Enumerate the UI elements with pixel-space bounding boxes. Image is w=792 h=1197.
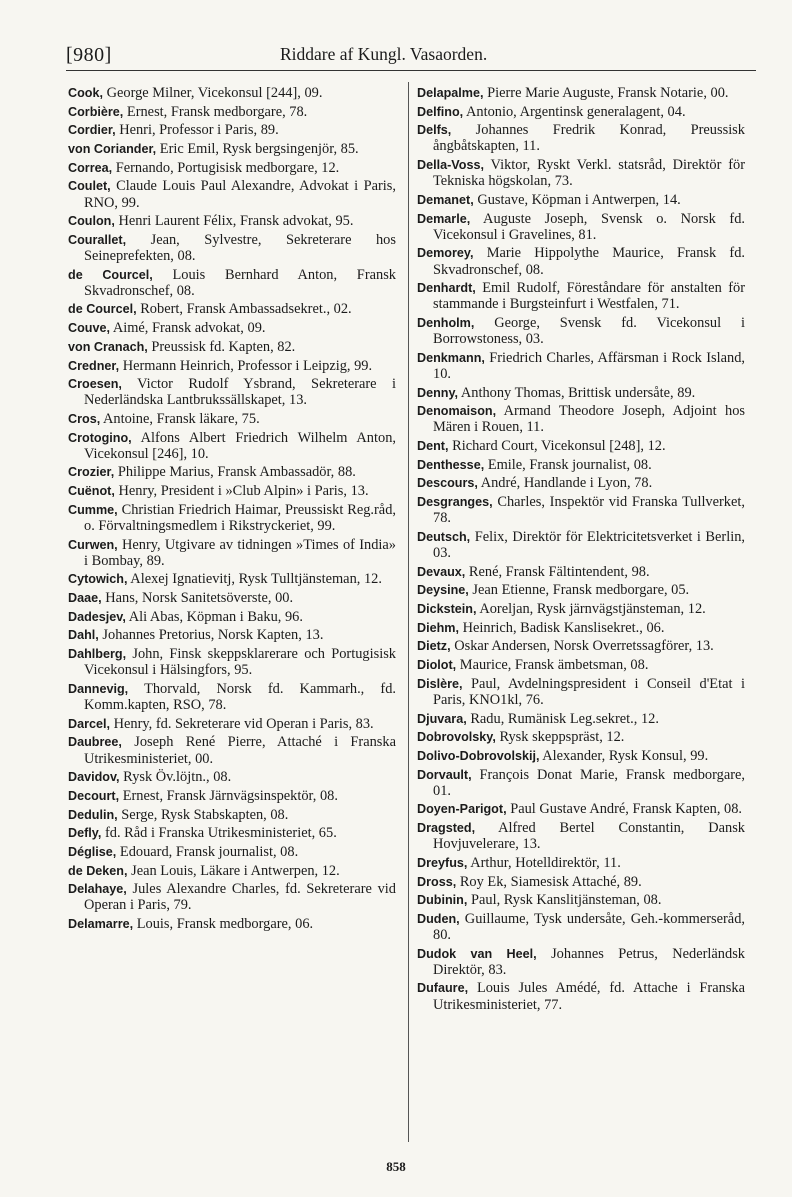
- entry-name: Dahl,: [68, 628, 99, 643]
- entry-name: Crotogino,: [68, 430, 132, 445]
- entry-name: Dislère,: [417, 676, 463, 691]
- entry-name: Coulet,: [68, 179, 111, 194]
- entry-name: Denhardt,: [417, 281, 476, 296]
- entry-name: Dobrovolsky,: [417, 730, 496, 745]
- entry-text: Louis, Fransk medborgare, 06.: [136, 916, 314, 933]
- page-folio: 858: [386, 1159, 406, 1174]
- register-entry: [68, 916, 396, 932]
- entry-text: Paul, Rysk Kanslitjänsteman, 08.: [470, 892, 662, 909]
- register-entry: [417, 192, 745, 208]
- entry-name: Dorvault,: [417, 767, 472, 782]
- register-entry: [417, 157, 745, 189]
- entry-name: Dahlberg,: [68, 647, 127, 662]
- entry-text: Rysk skeppspräst, 12.: [499, 729, 625, 746]
- entry-text: Jean Etienne, Fransk medborgare, 05.: [472, 582, 690, 599]
- entry-text: Henri, Professor i Paris, 89.: [119, 122, 279, 139]
- entry-name: Correa,: [68, 160, 113, 175]
- entry-name: Dolivo-Dobrovolskij,: [417, 748, 540, 763]
- entry-text: Christian Friedrich Haimar, Preussiskt Reg.råd, o. Förvaltningsmedlem i Rikstryckeriet, 99.: [84, 501, 396, 534]
- register-entry: [417, 529, 745, 561]
- entry-name: Descours,: [417, 476, 478, 491]
- entry-name: Diehm,: [417, 620, 459, 635]
- running-title: Riddare af Kungl. Vasaorden.: [280, 44, 488, 64]
- entry-name: Curwen,: [68, 537, 118, 552]
- entry-text: Aimé, Fransk advokat, 09.: [112, 320, 266, 337]
- register-entry: [417, 892, 745, 908]
- register-entry: [68, 681, 396, 713]
- register-entry: [417, 438, 745, 454]
- register-entry: [68, 464, 396, 480]
- register-entry: [68, 483, 396, 499]
- entry-text: Fernando, Portugisisk medborgare, 12.: [115, 159, 340, 176]
- entry-name: Davidov,: [68, 770, 120, 785]
- register-entry: [417, 211, 745, 243]
- entry-name: Dreyfus,: [417, 855, 468, 870]
- entry-text: Guillaume, Tysk undersåte, Geh.-kommerseråd, 80.: [433, 910, 745, 943]
- register-entry: [68, 320, 396, 336]
- register-entry: [417, 494, 745, 526]
- entry-name: de Courcel,: [68, 267, 153, 282]
- register-entry: [417, 457, 745, 473]
- register-entry: [417, 85, 745, 101]
- register-entry: [417, 711, 745, 727]
- entry-text: Friedrich Charles, Affärsman i Rock Island, 10.: [433, 349, 745, 382]
- entry-name: Della-Voss,: [417, 158, 484, 173]
- register-entry: [417, 657, 745, 673]
- register-entry: [417, 104, 745, 120]
- entry-name: Darcel,: [68, 716, 111, 731]
- entry-name: von Cranach,: [68, 339, 148, 354]
- entry-text: Pierre Marie Auguste, Fransk Notarie, 00.: [487, 85, 729, 101]
- entry-text: Antoine, Fransk läkare, 75.: [103, 411, 260, 427]
- entry-text: Hermann Heinrich, Professor i Leipzig, 99.: [122, 357, 373, 374]
- entry-name: Delapalme,: [417, 86, 484, 100]
- register-entry: [417, 280, 745, 312]
- register-entry: [417, 582, 745, 598]
- register-entry: [68, 844, 396, 860]
- entry-name: Cytowich,: [68, 572, 128, 587]
- entry-text: Maurice, Fransk ämbetsman, 08.: [459, 657, 649, 674]
- entry-text: Thorvald, Norsk fd. Kammarh., fd. Komm.kapten, RSO, 78.: [84, 680, 396, 714]
- register-entry: [68, 734, 396, 766]
- entry-text: Johannes Petrus, Nederländsk Direktör, 83.: [433, 945, 745, 978]
- entry-name: Dadesjev,: [68, 609, 126, 624]
- entry-name: Cuënot,: [68, 484, 115, 499]
- entry-text: Aoreljan, Rysk järnvägstjänsteman, 12.: [479, 601, 706, 617]
- register-entry: [68, 301, 396, 317]
- entry-text: Henri Laurent Félix, Fransk advokat, 95.: [118, 213, 354, 230]
- entry-text: Ernest, Fransk medborgare, 78.: [126, 103, 308, 120]
- entry-name: Dudok van Heel,: [417, 946, 537, 961]
- entry-name: Delamarre,: [68, 917, 134, 932]
- entry-name: Dickstein,: [417, 602, 477, 616]
- entry-name: Couve,: [68, 321, 110, 336]
- page-header: [66, 44, 756, 71]
- entry-text: Edouard, Fransk journalist, 08.: [119, 843, 299, 860]
- entry-text: Henry, President i »Club Alpin» i Paris, 13.: [118, 483, 369, 500]
- entry-text: Paul, Avdelningspresident i Conseil d'Etat i Paris, KNO1kl, 76.: [433, 675, 745, 708]
- register-entry: [68, 788, 396, 804]
- entry-text: Oskar Andersen, Norsk Overretssagförer, 13.: [454, 638, 714, 655]
- entry-name: Credner,: [68, 358, 120, 373]
- entry-name: Cordier,: [68, 123, 116, 138]
- entry-name: Delfs,: [417, 123, 452, 138]
- register-entry: [68, 376, 396, 408]
- entry-text: Henry, fd. Sekreterare vid Operan i Paris, 83.: [113, 715, 374, 732]
- entry-name: Denny,: [417, 385, 459, 400]
- entry-text: Ali Abas, Köpman i Baku, 96.: [128, 608, 303, 625]
- register-entry: [68, 141, 396, 157]
- register-entry: [68, 358, 396, 374]
- page-number: [980]: [66, 44, 112, 66]
- entry-text: Felix, Direktör för Elektricitetsverket i Berlin, 03.: [433, 528, 745, 561]
- entry-name: Daubree,: [68, 735, 122, 750]
- entry-name: Dragsted,: [417, 821, 476, 836]
- entry-name: Crozier,: [68, 465, 115, 480]
- register-entry: [417, 475, 745, 491]
- entry-text: Marie Hippolythe Maurice, Fransk fd. Skvadronschef, 08.: [433, 245, 745, 278]
- entry-name: Deysine,: [417, 583, 469, 598]
- entry-text: Gustave, Köpman i Antwerpen, 14.: [477, 191, 681, 208]
- entry-name: Dedulin,: [68, 807, 118, 822]
- register-entry: [68, 430, 396, 462]
- register-entry: [68, 411, 396, 427]
- register-entry: [417, 855, 745, 871]
- register-entry: [68, 232, 396, 264]
- entry-name: Dufaure,: [417, 981, 469, 996]
- entry-text: John, Finsk skeppsklarerare och Portugisisk Vicekonsul i Hälsingfors, 95.: [84, 646, 396, 679]
- entry-name: Desgranges,: [417, 495, 493, 510]
- right-column: [417, 85, 745, 1015]
- entry-name: Demarle,: [417, 211, 471, 226]
- register-entry: [68, 339, 396, 355]
- entry-text: Alexej Ignatievitj, Rysk Tulltjänsteman, 12.: [130, 571, 382, 588]
- register-entry: [68, 609, 396, 625]
- entry-name: von Coriander,: [68, 142, 157, 157]
- entry-name: Demanet,: [417, 192, 474, 207]
- entry-text: Henry, Utgivare av tidningen »Times of India» i Bombay, 89.: [84, 536, 396, 569]
- entry-text: Jean Louis, Läkare i Antwerpen, 12.: [131, 862, 340, 879]
- entry-text: Alfred Bertel Constantin, Dansk Hovjuvelerare, 13.: [433, 820, 745, 853]
- register-entry: [68, 627, 396, 643]
- entry-text: Armand Theodore Joseph, Adjoint hos Mären i Rouen, 11.: [433, 403, 745, 436]
- entry-text: Charles, Inspektör vid Franska Tullverket, 78.: [433, 494, 745, 527]
- entry-name: Croesen,: [68, 377, 122, 392]
- entry-name: Denthesse,: [417, 457, 485, 472]
- entry-name: Djuvara,: [417, 711, 467, 726]
- entry-name: Déglise,: [68, 844, 117, 859]
- entry-name: de Deken,: [68, 863, 128, 878]
- register-entry: [417, 245, 745, 277]
- entry-text: Philippe Marius, Fransk Ambassadör, 88.: [117, 464, 356, 481]
- register-entry: [68, 178, 396, 210]
- register-entry: [417, 980, 745, 1012]
- register-entry: [417, 676, 745, 708]
- entry-name: Dubinin,: [417, 893, 468, 908]
- register-entry: [68, 646, 396, 678]
- register-entry: [68, 769, 396, 785]
- register-entry: [68, 863, 396, 879]
- register-entry: [68, 716, 396, 732]
- register-entry: [417, 946, 745, 978]
- entry-text: Rysk Öv.löjtn., 08.: [123, 769, 232, 786]
- entry-text: Heinrich, Badisk Kanslisekret., 06.: [462, 619, 665, 636]
- entry-name: Dannevig,: [68, 681, 129, 696]
- entry-text: Robert, Fransk Ambassadsekret., 02.: [140, 301, 352, 318]
- entry-text: René, Fransk Fältintendent, 98.: [468, 563, 650, 580]
- entry-text: Serge, Rysk Stabskapten, 08.: [121, 806, 289, 823]
- register-entry: [417, 620, 745, 636]
- entry-text: Johannes Pretorius, Norsk Kapten, 13.: [102, 627, 324, 644]
- entry-name: Denomaison,: [417, 404, 497, 419]
- entry-text: Jean, Sylvestre, Sekreterare hos Seineprefekten, 08.: [84, 231, 396, 264]
- entry-name: Demorey,: [417, 246, 474, 261]
- left-column: [68, 85, 396, 935]
- register-entry: [68, 502, 396, 534]
- entry-text: Alfons Albert Friedrich Wilhelm Anton, Vicekonsul [246], 10.: [84, 429, 396, 462]
- register-entry: [417, 564, 745, 580]
- register-entry: [68, 590, 396, 606]
- entry-name: Delahaye,: [68, 882, 127, 897]
- entry-name: Duden,: [417, 911, 460, 926]
- register-entry: [68, 807, 396, 823]
- entry-name: Deutsch,: [417, 529, 471, 544]
- register-entry: [68, 160, 396, 176]
- entry-text: Johannes Fredrik Konrad, Preussisk ångbåtskapten, 11.: [433, 122, 745, 155]
- entry-name: Devaux,: [417, 564, 466, 579]
- entry-name: Decourt,: [68, 788, 120, 803]
- register-entry: [68, 213, 396, 229]
- entry-name: Cros,: [68, 412, 101, 426]
- entry-text: George Milner, Vicekonsul [244], 09.: [106, 85, 323, 101]
- entry-name: Corbière,: [68, 104, 124, 119]
- entry-text: Anthony Thomas, Brittisk undersåte, 89.: [460, 384, 696, 401]
- entry-text: Louis Jules Amédé, fd. Attache i Franska Utrikesministeriet, 77.: [433, 980, 745, 1013]
- entry-text: Hans, Norsk Sanitetsöverste, 00.: [105, 590, 294, 607]
- register-entry: [68, 85, 396, 101]
- entry-text: Louis Bernhard Anton, Fransk Skvadronschef, 08.: [84, 266, 396, 299]
- register-entry: [417, 638, 745, 654]
- entry-text: Arthur, Hotelldirektör, 11.: [470, 854, 621, 871]
- register-entry: [68, 571, 396, 587]
- register-entry: [68, 104, 396, 120]
- register-entry: [417, 122, 745, 154]
- register-entry: [417, 874, 745, 890]
- entry-text: fd. Råd i Franska Utrikesministeriet, 65.: [104, 825, 337, 842]
- register-entry: [417, 748, 745, 764]
- entry-text: André, Handlande i Lyon, 78.: [480, 475, 653, 492]
- entry-name: Denholm,: [417, 315, 475, 330]
- entry-text: François Donat Marie, Fransk medborgare, 01.: [433, 766, 745, 799]
- register-entry: [417, 729, 745, 745]
- column-divider: [408, 82, 409, 1142]
- register-entry: [417, 767, 745, 799]
- register-entry: [68, 267, 396, 299]
- entry-text: Roy Ek, Siamesisk Attaché, 89.: [459, 873, 642, 890]
- entry-name: Delfino,: [417, 104, 464, 119]
- entry-text: George, Svensk fd. Vicekonsul i Borrowstoness, 03.: [433, 314, 745, 348]
- entry-name: Courallet,: [68, 232, 127, 247]
- entry-name: Doyen-Parigot,: [417, 802, 507, 817]
- entry-name: Diolot,: [417, 658, 457, 673]
- entry-text: Alexander, Rysk Konsul, 99.: [542, 747, 709, 764]
- register-entry: [417, 911, 745, 943]
- entry-text: Paul Gustave André, Fransk Kapten, 08.: [510, 801, 742, 818]
- entry-text: Eric Emil, Rysk bergsingenjör, 85.: [159, 141, 359, 158]
- entry-text: Claude Louis Paul Alexandre, Advokat i Paris, RNO, 99.: [84, 178, 396, 211]
- entry-name: Daae,: [68, 591, 102, 606]
- entry-text: Jules Alexandre Charles, fd. Sekreterare vid Operan i Paris, 79.: [84, 881, 396, 914]
- entry-text: Richard Court, Vicekonsul [248], 12.: [452, 438, 666, 454]
- register-entry: [417, 820, 745, 852]
- register-entry: [417, 385, 745, 401]
- entry-name: Dross,: [417, 874, 457, 889]
- entry-text: Joseph René Pierre, Attaché i Franska Utrikesministeriet, 00.: [84, 734, 396, 767]
- register-entry: [417, 403, 745, 435]
- entry-text: Radu, Rumänisk Leg.sekret., 12.: [470, 710, 659, 727]
- entry-text: Auguste Joseph, Svensk o. Norsk fd. Vicekonsul i Gravelines, 81.: [433, 210, 745, 243]
- entry-text: Victor Rudolf Ysbrand, Sekreterare i Nederländska Lantbrukssällskapet, 13.: [84, 376, 396, 409]
- register-entry: [417, 801, 745, 817]
- register-entry: [68, 825, 396, 841]
- register-entry: [417, 350, 745, 382]
- entry-text: Antonio, Argentinsk generalagent, 04.: [466, 103, 686, 120]
- entry-text: Ernest, Fransk Järnvägsinspektör, 08.: [122, 787, 338, 804]
- register-entry: [68, 537, 396, 569]
- register-entry: [417, 601, 745, 617]
- entry-name: de Courcel,: [68, 302, 137, 317]
- entry-text: Emile, Fransk journalist, 08.: [487, 456, 652, 473]
- entry-text: Emil Rudolf, Föreståndare för anstalten för stammande i Burgsteinfurt i Westfalen, 71.: [433, 280, 745, 313]
- register-entry: [68, 122, 396, 138]
- register-entry: [417, 315, 745, 347]
- entry-name: Cook,: [68, 86, 103, 100]
- entry-name: Cumme,: [68, 502, 118, 517]
- entry-name: Denkmann,: [417, 350, 485, 365]
- entry-name: Dietz,: [417, 639, 451, 654]
- entry-name: Coulon,: [68, 214, 115, 229]
- entry-name: Dent,: [417, 439, 449, 453]
- entry-text: Viktor, Ryskt Verkl. statsråd, Direktör för Tekniska högskolan, 73.: [433, 157, 746, 190]
- entry-text: Preussisk fd. Kapten, 82.: [151, 338, 296, 355]
- register-entry: [68, 881, 396, 913]
- entry-name: Defly,: [68, 826, 102, 841]
